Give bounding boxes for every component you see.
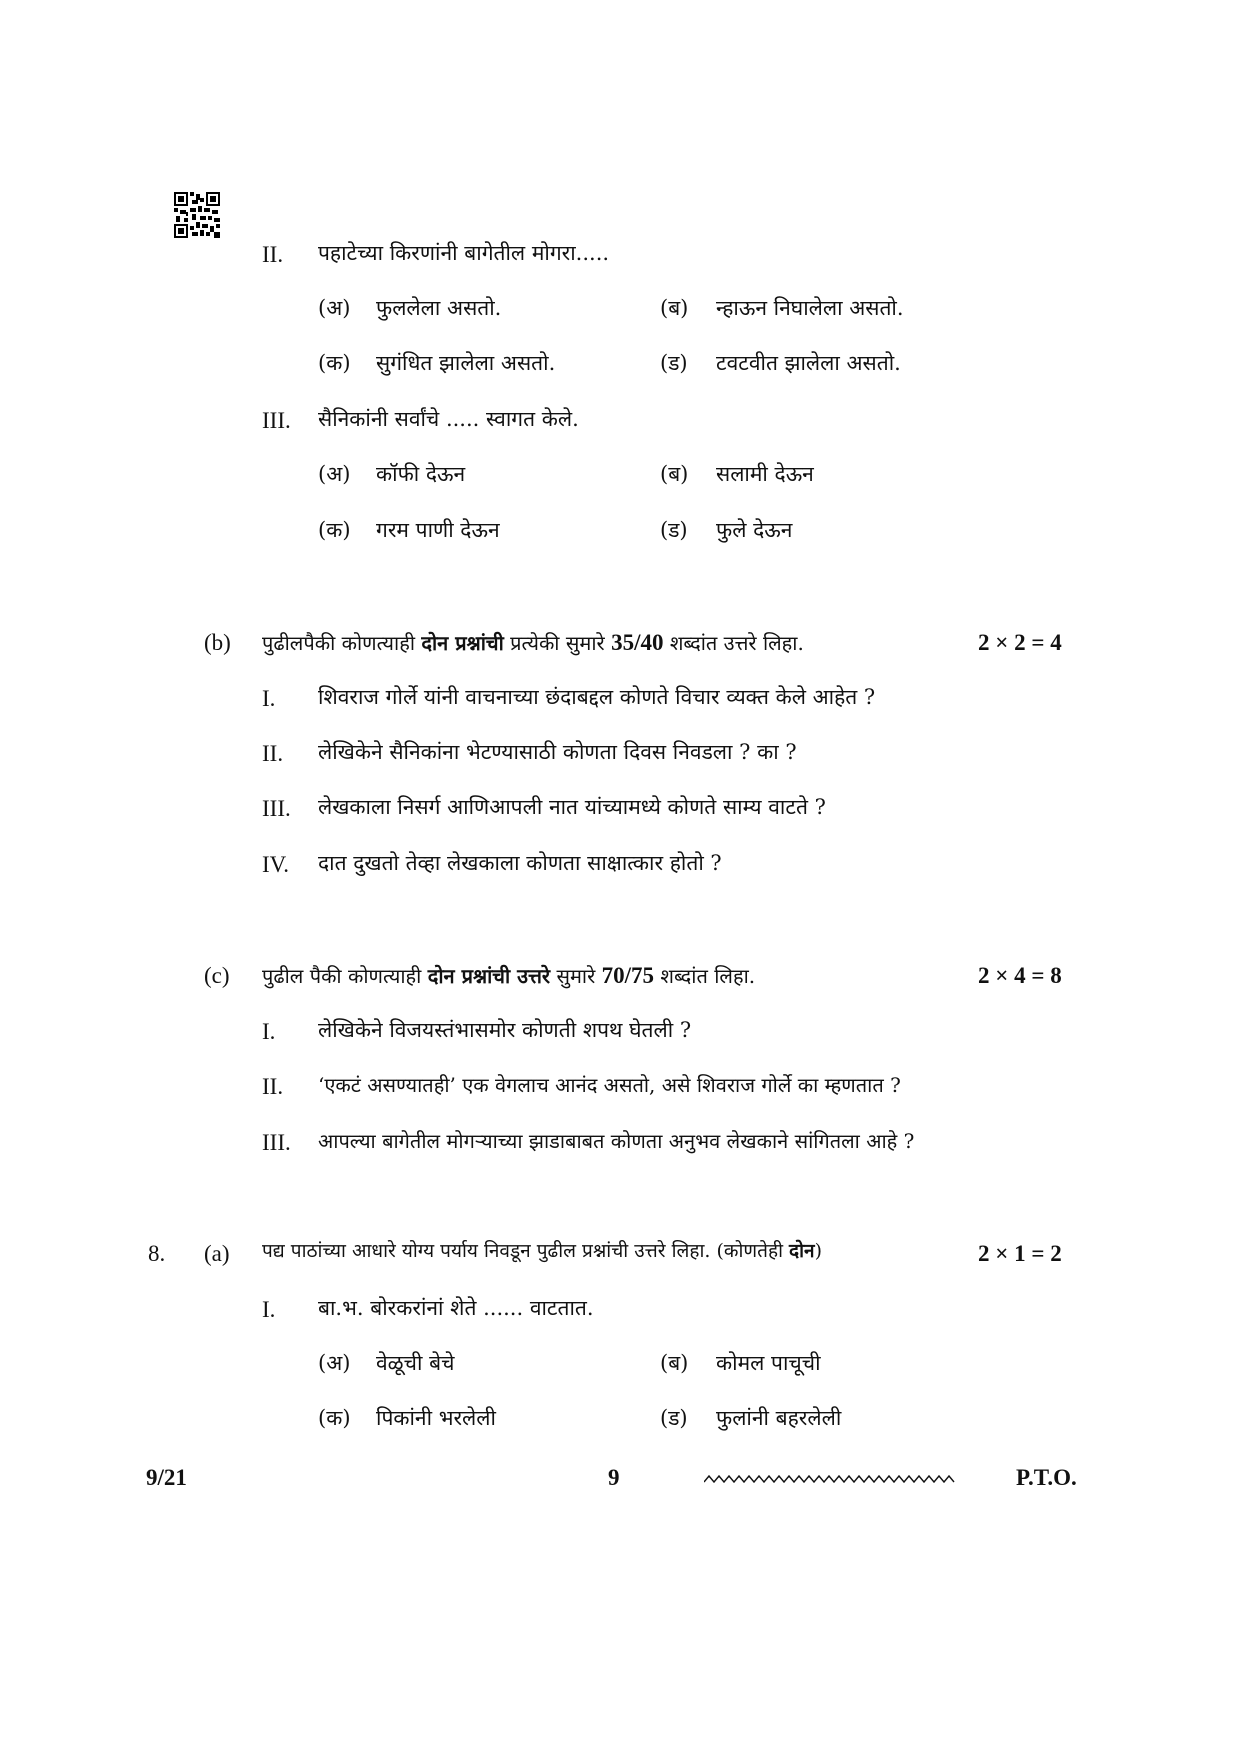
- qr-code: [174, 192, 220, 238]
- q7a-III-option-d-text: फुले देऊन: [716, 518, 793, 542]
- q8a-I-option-a-label: (अ): [318, 1351, 351, 1375]
- q8a-I-option-c-label: (क): [318, 1406, 351, 1430]
- q7c-item-I-number: I.: [262, 1019, 276, 1044]
- q7a-III-option-a-text: कॉफी देऊन: [376, 462, 466, 486]
- q8a-marks: 2 × 1 = 2: [978, 1241, 1062, 1266]
- q7c-item-III-number: III.: [262, 1130, 291, 1155]
- q7c-item-II-text: ‘एकटं असण्यातही’ एक वेगलाच आनंद असतो, असे शिवराज गोर्ले का म्हणतात ?: [318, 1073, 901, 1097]
- q8a-I-option-d-text: फुलांनी बहरलेली: [716, 1406, 842, 1430]
- q7b-item-III-text: लेखकाला निसर्ग आणिआपली नात यांच्यामध्ये कोणते साम्य वाटते ?: [318, 795, 826, 819]
- q7a-III-option-c-label: (क): [318, 518, 351, 542]
- q7c-item-III-text: आपल्या बागेतील मोगऱ्याच्या झाडाबाबत कोणता अनुभव लेखकाने सांगितला आहे ?: [318, 1129, 915, 1153]
- q7c-item-I-text: लेखिकेने विजयस्तंभासमोर कोणती शपथ घेतली ?: [318, 1018, 692, 1042]
- q7a-II-option-d-text: टवटवीत झालेला असतो.: [716, 351, 901, 375]
- q8a-I-option-d-label: (ड): [660, 1406, 688, 1430]
- q7a-item-III-stem: सैनिकांनी सर्वांचे ..... स्वागत केले.: [318, 407, 579, 431]
- q8a-instruction-bold: दोन: [789, 1240, 815, 1262]
- q7b-instruction: पुढीलपैकी कोणत्याही दोन प्रश्नांची प्रत्येकी सुमारे 35/40 शब्दांत उत्तरे लिहा.: [262, 630, 804, 655]
- q7c-marks: 2 × 4 = 8: [978, 963, 1062, 988]
- q7b-item-IV-text: दात दुखतो तेव्हा लेखकाला कोणता साक्षात्कार होतो ?: [318, 851, 722, 875]
- footer-page-code: 9/21: [146, 1465, 187, 1490]
- q7a-II-option-c-label: (क): [318, 351, 351, 375]
- q7c-item-II-number: II.: [262, 1074, 284, 1099]
- q7a-II-option-b-label: (ब): [660, 296, 689, 320]
- q7a-item-III-number: III.: [262, 408, 291, 433]
- q8a-I-option-b-label: (ब): [660, 1351, 689, 1375]
- q7a-III-option-d-label: (ड): [660, 518, 688, 542]
- q7a-II-option-c-text: सुगंधित झालेला असतो.: [376, 351, 556, 375]
- q8a-label: (a): [204, 1241, 230, 1266]
- q7c-label: (c): [204, 963, 230, 988]
- q8a-instruction: पद्य पाठांच्या आधारे योग्य पर्याय निवडून पुढील प्रश्नांची उत्तरे लिहा. (कोणतेही दोन): [262, 1240, 823, 1262]
- q7b-item-IV-number: IV.: [262, 852, 290, 877]
- q7c-word-count: 70/75: [601, 963, 655, 988]
- q7a-III-option-c-text: गरम पाणी देऊन: [376, 518, 500, 542]
- footer-pto: P.T.O.: [1016, 1465, 1077, 1490]
- q7b-item-I-number: I.: [262, 686, 276, 711]
- footer-page-number: 9: [608, 1465, 620, 1490]
- q8a-item-I-number: I.: [262, 1297, 276, 1322]
- q8a-I-option-c-text: पिकांनी भरलेली: [376, 1406, 496, 1430]
- q8a-I-option-b-text: कोमल पाचूची: [716, 1351, 821, 1375]
- q7b-label: (b): [204, 630, 231, 655]
- q7a-III-option-b-text: सलामी देऊन: [716, 462, 814, 486]
- q7a-II-option-a-label: (अ): [318, 296, 351, 320]
- q7a-III-option-a-label: (अ): [318, 462, 351, 486]
- q7c-instruction-bold: दोन प्रश्नांची उत्तरे: [427, 964, 551, 988]
- q7a-item-II-number: II.: [262, 242, 284, 267]
- q7b-item-II-number: II.: [262, 741, 284, 766]
- q8a-item-I-stem: बा.भ. बोरकरांनां शेते ...... वाटतात.: [318, 1296, 594, 1320]
- q7b-item-I-text: शिवराज गोर्ले यांनी वाचनाच्या छंदाबद्दल कोणते विचार व्यक्त केले आहेत ?: [318, 685, 876, 709]
- q7a-II-option-a-text: फुललेला असतो.: [376, 296, 502, 320]
- q7b-item-III-number: III.: [262, 796, 291, 821]
- q7c-instruction: पुढील पैकी कोणत्याही दोन प्रश्नांची उत्तरे सुमारे 70/75 शब्दांत लिहा.: [262, 963, 756, 988]
- q8a-I-option-a-text: वेळूची बेचे: [376, 1351, 455, 1375]
- q7a-II-option-d-label: (ड): [660, 351, 688, 375]
- q7b-marks: 2 × 2 = 4: [978, 630, 1062, 655]
- q7a-item-II-stem: पहाटेच्या किरणांनी बागेतील मोगरा.....: [318, 241, 610, 265]
- q7b-item-II-text: लेखिकेने सैनिकांना भेटण्यासाठी कोणता दिवस निवडला ? का ?: [318, 740, 797, 764]
- q7b-word-count: 35/40: [611, 630, 664, 655]
- q8-number: 8.: [148, 1241, 166, 1266]
- q7a-II-option-b-text: न्हाऊन निघालेला असतो.: [716, 296, 904, 320]
- q7b-instruction-bold: दोन प्रश्नांची: [421, 631, 504, 655]
- footer-wavy-line: [704, 1472, 958, 1486]
- q7a-III-option-b-label: (ब): [660, 462, 689, 486]
